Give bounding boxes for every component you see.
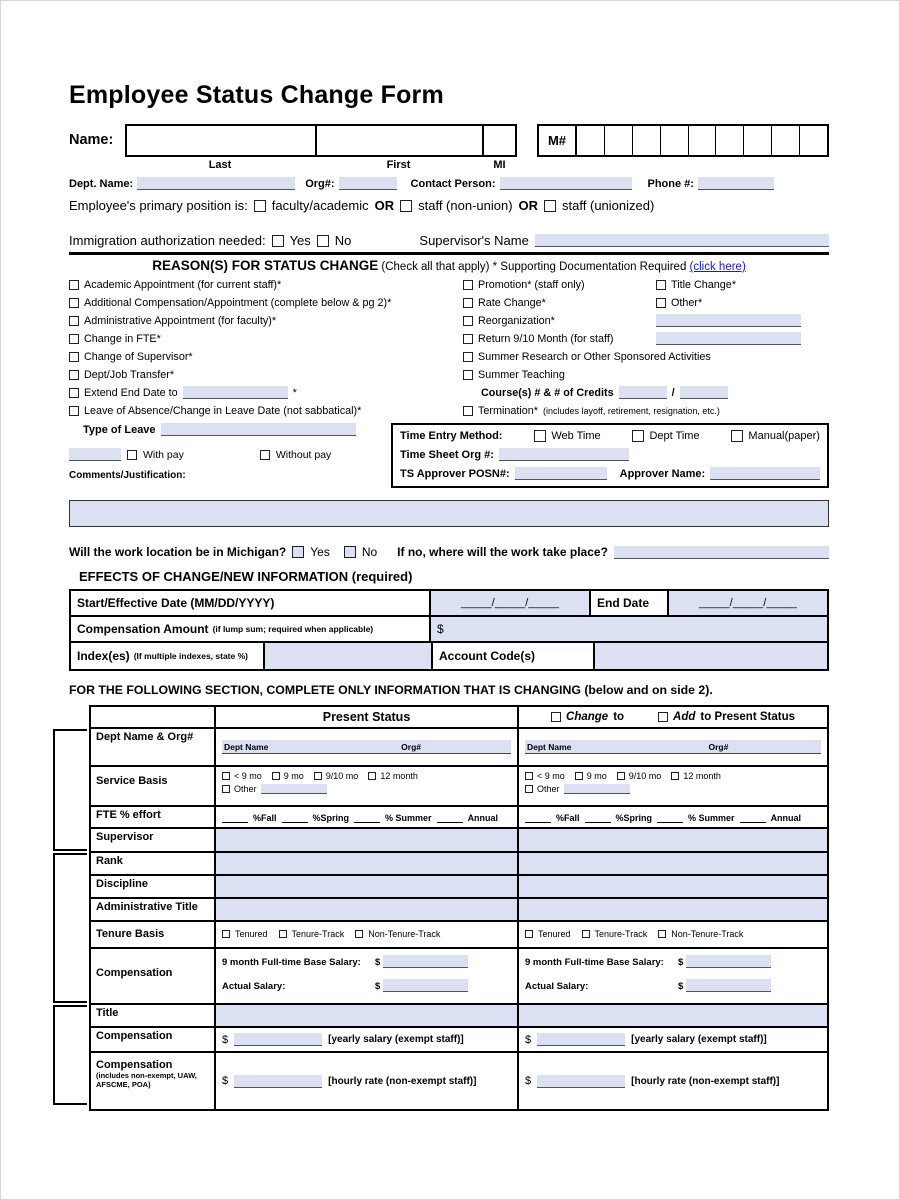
other-field-2[interactable] bbox=[656, 332, 801, 345]
compensation-9mo-change-cell bbox=[519, 949, 827, 1003]
opt-label: Non-Tenure-Track bbox=[368, 929, 441, 939]
reason-label: Administrative Appointment (for faculty)* bbox=[84, 314, 277, 327]
compensation-9mo-present-cell bbox=[216, 949, 519, 1003]
service-basis-change-cell bbox=[519, 767, 827, 805]
supervisor-name-label: Supervisor's Name bbox=[419, 233, 529, 248]
immigration-yes-label: Yes bbox=[289, 233, 311, 248]
dept-name-mini-label: Dept Name bbox=[527, 742, 572, 752]
reason-label: Reorganization* bbox=[478, 314, 555, 327]
ts-approver-posn-label: TS Approver POSN#: bbox=[400, 467, 510, 480]
hourly-rate-note: [hourly rate (non-exempt staff)] bbox=[631, 1075, 780, 1087]
approver-name-label: Approver Name: bbox=[619, 467, 706, 480]
leave-details bbox=[69, 423, 391, 488]
dept-name-mini-label: Dept Name bbox=[224, 742, 269, 752]
actual-salary-change-field[interactable] bbox=[686, 979, 771, 992]
checkbox-with-pay[interactable] bbox=[127, 450, 137, 460]
michigan-question: Will the work location be in Michigan? bbox=[69, 545, 287, 559]
reason-label: Summer Teaching bbox=[478, 368, 565, 381]
web-time-label: Web Time bbox=[551, 430, 601, 442]
service-basis-row-label: Service Basis bbox=[91, 767, 216, 805]
primary-position-row bbox=[69, 198, 829, 213]
row-group-bracket-middle bbox=[53, 853, 87, 1003]
phone-field[interactable] bbox=[698, 177, 774, 190]
fte-spring-blank[interactable] bbox=[282, 814, 308, 823]
checkbox-12month-change[interactable] bbox=[671, 772, 679, 780]
m-number-label: M# bbox=[539, 126, 577, 155]
extend-end-date-field[interactable] bbox=[183, 386, 288, 399]
fte-summer-blank[interactable] bbox=[657, 814, 683, 823]
actual-salary-present-field[interactable] bbox=[383, 979, 468, 992]
tenure-basis-row-label: Tenure Basis bbox=[91, 922, 216, 947]
hourly-rate-note: [hourly rate (non-exempt staff)] bbox=[328, 1075, 477, 1087]
fte-fall-blank[interactable] bbox=[525, 814, 551, 823]
name-row bbox=[69, 124, 829, 157]
tenure-change-cell bbox=[519, 922, 827, 947]
hourly-rate-change-field[interactable] bbox=[537, 1075, 625, 1088]
org-mini-label: Org# bbox=[708, 742, 729, 752]
compensation-amount-label: Compensation Amount bbox=[77, 622, 209, 636]
checkbox-change-of-supervisor[interactable] bbox=[69, 352, 79, 362]
m-number-cell[interactable] bbox=[605, 126, 633, 155]
contact-person-field[interactable] bbox=[500, 177, 632, 190]
comments-justification-label: Comments/Justification: bbox=[69, 470, 186, 481]
checkbox-rate-change[interactable] bbox=[463, 298, 473, 308]
indexes-field[interactable] bbox=[265, 643, 433, 669]
checkbox-non-tenure-track-present[interactable] bbox=[355, 930, 363, 938]
leave-blank-field[interactable] bbox=[69, 448, 121, 461]
reason-label: Other* bbox=[671, 296, 703, 309]
actual-salary-label: Actual Salary: bbox=[222, 981, 286, 992]
name-label: Name: bbox=[69, 132, 114, 148]
reason-label: Rate Change* bbox=[478, 296, 546, 309]
manual-paper-label: Manual(paper) bbox=[748, 430, 820, 442]
fte-label: Annual bbox=[467, 813, 499, 823]
base-salary-label: 9 month Full-time Base Salary: bbox=[222, 957, 361, 968]
base-salary-change-field[interactable] bbox=[686, 955, 771, 968]
dollar-sign: $ bbox=[437, 622, 444, 636]
reason-label: Change of Supervisor* bbox=[84, 350, 193, 363]
title-row-label: Title bbox=[91, 1005, 216, 1026]
fte-summer-blank[interactable] bbox=[354, 814, 380, 823]
faculty-academic-label: faculty/academic bbox=[271, 198, 369, 213]
dept-name-field[interactable] bbox=[137, 177, 295, 190]
section-divider bbox=[69, 252, 829, 255]
staff-unionized-label: staff (unionized) bbox=[562, 198, 655, 213]
or-text: OR bbox=[374, 198, 395, 213]
first-label: First bbox=[386, 159, 411, 171]
fte-change-cell bbox=[519, 807, 827, 827]
type-of-leave-label: Type of Leave bbox=[83, 424, 156, 436]
reasons-note: (Check all that apply) bbox=[381, 261, 490, 273]
yearly-salary-note: [yearly salary (exempt staff)] bbox=[631, 1034, 767, 1045]
checkbox-12month-present[interactable] bbox=[368, 772, 376, 780]
staff-nonunion-label: staff (non-union) bbox=[418, 198, 513, 213]
m-number-box bbox=[537, 124, 829, 157]
row-group-bracket-bottom bbox=[53, 1005, 87, 1105]
name-sublabels bbox=[125, 159, 517, 171]
dollar-sign: $ bbox=[375, 981, 381, 992]
checkbox-9mo-present[interactable] bbox=[272, 772, 280, 780]
opt-label: Other bbox=[537, 784, 560, 794]
org-label: Org#: bbox=[305, 178, 335, 190]
compensation-yearly-present-cell bbox=[216, 1028, 519, 1051]
checkbox-add-to[interactable] bbox=[658, 712, 668, 722]
checkbox-9-10mo-change[interactable] bbox=[617, 772, 625, 780]
checkbox-other-change[interactable] bbox=[525, 785, 533, 793]
fte-label: %Spring bbox=[312, 813, 350, 823]
row-group-bracket-top bbox=[53, 729, 87, 851]
dept-org-present-field[interactable] bbox=[222, 740, 511, 754]
status-table-wrapper bbox=[89, 705, 829, 1111]
checkbox-staff-unionized[interactable] bbox=[544, 200, 556, 212]
compensation-amount-field[interactable] bbox=[431, 617, 827, 641]
compensation-yearly-change-cell bbox=[519, 1028, 827, 1051]
course-slash: / bbox=[671, 386, 675, 399]
checkbox-change-to[interactable] bbox=[551, 712, 561, 722]
dollar-sign: $ bbox=[375, 957, 381, 968]
compensation-yearly-row-label: Compensation bbox=[91, 1028, 216, 1051]
michigan-no-label: No bbox=[361, 545, 378, 559]
start-date-field[interactable]: _____/_____/_____ bbox=[431, 591, 591, 615]
compensation-hourly-row-label bbox=[91, 1053, 216, 1109]
supervisor-present-field[interactable] bbox=[216, 829, 519, 851]
rank-present-field[interactable] bbox=[216, 853, 519, 874]
checkbox-summer-research[interactable] bbox=[463, 352, 473, 362]
rank-row-label: Rank bbox=[91, 853, 216, 874]
checkbox-reorganization[interactable] bbox=[463, 316, 473, 326]
compensation-9mo-row-label: Compensation bbox=[91, 949, 216, 1003]
click-here-link[interactable]: (click here) bbox=[689, 261, 746, 273]
if-no-label: If no, where will the work take place? bbox=[397, 545, 608, 559]
header-spacer-cell bbox=[91, 707, 216, 727]
phone-label: Phone #: bbox=[647, 178, 694, 190]
reason-label: Promotion* (staff only) bbox=[478, 278, 585, 291]
supporting-doc-note: * Supporting Documentation Required bbox=[492, 261, 687, 273]
checkbox-additional-compensation[interactable] bbox=[69, 298, 79, 308]
termination-note: (includes layoff, retirement, resignation, etc.) bbox=[543, 405, 720, 416]
fte-label: %Fall bbox=[253, 813, 277, 823]
reasons-left-column bbox=[69, 278, 463, 422]
reason-label: Return 9/10 Month (for staff) bbox=[478, 332, 614, 345]
other-field[interactable] bbox=[656, 314, 801, 327]
checkbox-other[interactable] bbox=[656, 298, 666, 308]
michigan-yes-label: Yes bbox=[310, 545, 330, 559]
fte-annual-blank[interactable] bbox=[437, 814, 463, 823]
course-credits-label: Course(s) # & # of Credits bbox=[481, 386, 614, 399]
checkbox-tenure-track-change[interactable] bbox=[582, 930, 590, 938]
rank-change-field[interactable] bbox=[519, 853, 827, 874]
checkbox-change-in-fte[interactable] bbox=[69, 334, 79, 344]
compensation-amount-note: (if lump sum; required when applicable) bbox=[212, 624, 374, 634]
dept-org-change-field[interactable] bbox=[525, 740, 821, 754]
indexes-note: (If multiple indexes, state %) bbox=[133, 651, 248, 661]
checkbox-tenure-track-present[interactable] bbox=[279, 930, 287, 938]
checkbox-dept-job-transfer[interactable] bbox=[69, 370, 79, 380]
opt-label: 12 month bbox=[380, 771, 418, 781]
last-label: Last bbox=[208, 159, 232, 171]
add-word: Add bbox=[673, 711, 696, 723]
opt-label: Tenure-Track bbox=[291, 929, 345, 939]
base-salary-present-field[interactable] bbox=[383, 955, 468, 968]
change-rest: to bbox=[613, 711, 625, 723]
checkbox-9mo-change[interactable] bbox=[575, 772, 583, 780]
opt-label: Tenure-Track bbox=[594, 929, 648, 939]
work-location-field[interactable] bbox=[614, 546, 829, 559]
reason-label: Title Change* bbox=[671, 278, 737, 291]
last-name-input[interactable] bbox=[127, 126, 317, 155]
compensation-hourly-label: Compensation bbox=[96, 1059, 173, 1071]
checkbox-leave-of-absence[interactable] bbox=[69, 406, 79, 416]
account-codes-label: Account Code(s) bbox=[433, 643, 595, 669]
dept-name-label: Dept. Name: bbox=[69, 178, 134, 190]
change-word: Change bbox=[566, 711, 609, 723]
fte-label: %Fall bbox=[556, 813, 580, 823]
compensation-hourly-present-cell bbox=[216, 1053, 519, 1109]
m-number-cell[interactable] bbox=[633, 126, 661, 155]
leave-and-time-row bbox=[69, 423, 829, 488]
checkbox-summer-teaching[interactable] bbox=[463, 370, 473, 380]
tenure-present-cell bbox=[216, 922, 519, 947]
service-other-change-field[interactable] bbox=[564, 784, 630, 794]
mi-label: MI bbox=[493, 159, 506, 171]
name-input-box bbox=[125, 124, 517, 157]
supervisor-name-field[interactable] bbox=[535, 234, 829, 247]
checkbox-michigan-no[interactable] bbox=[344, 546, 356, 558]
reasons-heading: REASON(S) FOR STATUS CHANGE bbox=[152, 258, 379, 273]
discipline-change-field[interactable] bbox=[519, 876, 827, 897]
checkbox-tenured-change[interactable] bbox=[525, 930, 533, 938]
checkbox-other-present[interactable] bbox=[222, 785, 230, 793]
actual-salary-label: Actual Salary: bbox=[525, 981, 589, 992]
compensation-hourly-note: (includes non-exempt, UAW, AFSCME, POA) bbox=[96, 1071, 197, 1090]
admin-title-change-field[interactable] bbox=[519, 899, 827, 920]
checkbox-lt-9mo-change[interactable] bbox=[525, 772, 533, 780]
admin-title-present-field[interactable] bbox=[216, 899, 519, 920]
fte-row-label: FTE % effort bbox=[91, 807, 216, 827]
asterisk: * bbox=[292, 386, 297, 399]
checkbox-administrative-appointment[interactable] bbox=[69, 316, 79, 326]
approver-name-field[interactable] bbox=[710, 467, 820, 480]
reason-label: Additional Compensation/Appointment (complete below & pg 2)* bbox=[84, 296, 392, 309]
service-basis-present-cell bbox=[216, 767, 519, 805]
ts-approver-posn-field[interactable] bbox=[515, 467, 607, 480]
status-table bbox=[89, 705, 829, 1111]
opt-label: Tenured bbox=[538, 929, 571, 939]
checkbox-staff-nonunion[interactable] bbox=[400, 200, 412, 212]
discipline-row-label: Discipline bbox=[91, 876, 216, 897]
checkbox-immigration-yes[interactable] bbox=[272, 235, 284, 247]
first-name-input[interactable] bbox=[317, 126, 484, 155]
checkbox-academic-appointment[interactable] bbox=[69, 280, 79, 290]
checkbox-title-change[interactable] bbox=[656, 280, 666, 290]
opt-label: 9/10 mo bbox=[628, 771, 662, 781]
dept-org-present-cell bbox=[216, 729, 519, 765]
dollar-sign: $ bbox=[678, 957, 684, 968]
checkbox-tenured-present[interactable] bbox=[222, 930, 230, 938]
checkbox-return-9-10-month[interactable] bbox=[463, 334, 473, 344]
m-number-cell[interactable] bbox=[661, 126, 689, 155]
opt-label: 9 mo bbox=[283, 771, 304, 781]
contact-person-label: Contact Person: bbox=[410, 178, 496, 190]
fte-label: % Summer bbox=[688, 813, 735, 823]
reason-label: Academic Appointment (for current staff)* bbox=[84, 278, 282, 291]
dept-org-change-cell bbox=[519, 729, 827, 765]
service-other-present-field[interactable] bbox=[261, 784, 327, 794]
m-number-cell[interactable] bbox=[800, 126, 827, 155]
account-codes-field[interactable] bbox=[595, 643, 827, 669]
yearly-salary-present-field[interactable] bbox=[234, 1033, 322, 1046]
fte-present-cell bbox=[216, 807, 519, 827]
immigration-no-label: No bbox=[334, 233, 352, 248]
reasons-header bbox=[69, 258, 829, 273]
title-change-field[interactable] bbox=[519, 1005, 827, 1026]
indexes-label: Index(es) bbox=[77, 649, 130, 663]
checkbox-dept-time[interactable] bbox=[632, 430, 644, 442]
reasons-right-column bbox=[463, 278, 829, 422]
checkbox-promotion[interactable] bbox=[463, 280, 473, 290]
reason-label: Leave of Absence/Change in Leave Date (not sabbatical)* bbox=[84, 404, 362, 417]
fte-label: %Spring bbox=[615, 813, 653, 823]
checkbox-without-pay[interactable] bbox=[260, 450, 270, 460]
checkbox-web-time[interactable] bbox=[534, 430, 546, 442]
course-number-field[interactable] bbox=[619, 386, 667, 399]
time-sheet-org-label: Time Sheet Org #: bbox=[400, 448, 494, 461]
comments-field[interactable] bbox=[69, 500, 829, 527]
opt-label: Non-Tenure-Track bbox=[671, 929, 744, 939]
opt-label: 12 month bbox=[683, 771, 721, 781]
checkbox-termination[interactable] bbox=[463, 406, 473, 416]
administrative-title-row-label: Administrative Title bbox=[91, 899, 216, 920]
checkbox-9-10mo-present[interactable] bbox=[314, 772, 322, 780]
discipline-present-field[interactable] bbox=[216, 876, 519, 897]
primary-position-label: Employee's primary position is: bbox=[69, 198, 248, 213]
reason-label: Extend End Date to bbox=[84, 386, 178, 399]
supervisor-row-label: Supervisor bbox=[91, 829, 216, 851]
or-text: OR bbox=[518, 198, 539, 213]
checkbox-manual-paper[interactable] bbox=[731, 430, 743, 442]
yearly-salary-change-field[interactable] bbox=[537, 1033, 625, 1046]
type-of-leave-field[interactable] bbox=[161, 423, 356, 436]
checkbox-michigan-yes[interactable] bbox=[292, 546, 304, 558]
opt-label: < 9 mo bbox=[234, 771, 262, 781]
opt-label: Tenured bbox=[235, 929, 268, 939]
checkbox-non-tenure-track-change[interactable] bbox=[658, 930, 666, 938]
reason-label: Dept/Job Transfer* bbox=[84, 368, 175, 381]
base-salary-label: 9 month Full-time Base Salary: bbox=[525, 957, 664, 968]
opt-label: Other bbox=[234, 784, 257, 794]
dollar-sign: $ bbox=[222, 1075, 229, 1087]
supervisor-change-field[interactable] bbox=[519, 829, 827, 851]
checkbox-lt-9mo-present[interactable] bbox=[222, 772, 230, 780]
page-title: Employee Status Change Form bbox=[69, 81, 444, 109]
time-entry-method-label: Time Entry Method: bbox=[400, 430, 503, 442]
m-number-cell[interactable] bbox=[772, 126, 800, 155]
fte-fall-blank[interactable] bbox=[222, 814, 248, 823]
with-pay-label: With pay bbox=[143, 448, 184, 461]
immigration-row bbox=[69, 233, 829, 248]
opt-label: < 9 mo bbox=[537, 771, 565, 781]
michigan-row bbox=[69, 545, 829, 559]
end-date-label: End Date bbox=[591, 591, 669, 615]
dept-time-label: Dept Time bbox=[649, 430, 700, 442]
indexes-cell bbox=[71, 643, 265, 669]
reason-label: Summer Research or Other Sponsored Activities bbox=[478, 350, 711, 363]
middle-initial-input[interactable] bbox=[484, 126, 515, 155]
opt-label: 9/10 mo bbox=[325, 771, 359, 781]
compensation-hourly-change-cell bbox=[519, 1053, 827, 1109]
fte-label: Annual bbox=[770, 813, 802, 823]
checkbox-extend-end-date[interactable] bbox=[69, 388, 79, 398]
course-credits-field[interactable] bbox=[680, 386, 728, 399]
reasons-columns bbox=[69, 278, 829, 422]
yearly-salary-note: [yearly salary (exempt staff)] bbox=[328, 1034, 464, 1045]
following-section-heading: FOR THE FOLLOWING SECTION, COMPLETE ONLY INFORMATION THAT IS CHANGING (below and on side 2). bbox=[69, 683, 713, 697]
end-date-field[interactable]: _____/_____/_____ bbox=[669, 591, 827, 615]
without-pay-label: Without pay bbox=[275, 448, 332, 461]
start-date-label: Start/Effective Date (MM/DD/YYYY) bbox=[71, 591, 431, 615]
fte-spring-blank[interactable] bbox=[585, 814, 611, 823]
dollar-sign: $ bbox=[525, 1075, 532, 1087]
dept-row bbox=[69, 177, 829, 190]
present-status-header: Present Status bbox=[216, 707, 519, 727]
m-number-cell[interactable] bbox=[577, 126, 605, 155]
org-mini-label: Org# bbox=[401, 742, 422, 752]
dept-name-org-row-label: Dept Name & Org# bbox=[91, 729, 216, 765]
dollar-sign: $ bbox=[678, 981, 684, 992]
checkbox-faculty-academic[interactable] bbox=[254, 200, 266, 212]
m-number-cell[interactable] bbox=[744, 126, 772, 155]
checkbox-immigration-no[interactable] bbox=[317, 235, 329, 247]
m-number-cell[interactable] bbox=[716, 126, 744, 155]
effects-heading: EFFECTS OF CHANGE/NEW INFORMATION (required) bbox=[79, 569, 413, 584]
change-add-header bbox=[519, 707, 827, 727]
title-present-field[interactable] bbox=[216, 1005, 519, 1026]
org-field[interactable] bbox=[339, 177, 397, 190]
compensation-amount-cell bbox=[71, 617, 431, 641]
dollar-sign: $ bbox=[525, 1033, 532, 1046]
m-number-cell[interactable] bbox=[689, 126, 717, 155]
effects-table bbox=[69, 589, 829, 671]
fte-label: % Summer bbox=[385, 813, 432, 823]
add-rest: to Present Status bbox=[700, 711, 795, 723]
hourly-rate-present-field[interactable] bbox=[234, 1075, 322, 1088]
termination-label: Termination* bbox=[478, 404, 539, 417]
opt-label: 9 mo bbox=[586, 771, 607, 781]
time-entry-box bbox=[391, 423, 829, 488]
reason-label: Change in FTE* bbox=[84, 332, 161, 345]
immigration-label: Immigration authorization needed: bbox=[69, 233, 266, 248]
fte-annual-blank[interactable] bbox=[740, 814, 766, 823]
time-sheet-org-field[interactable] bbox=[499, 448, 629, 461]
dollar-sign: $ bbox=[222, 1033, 229, 1046]
